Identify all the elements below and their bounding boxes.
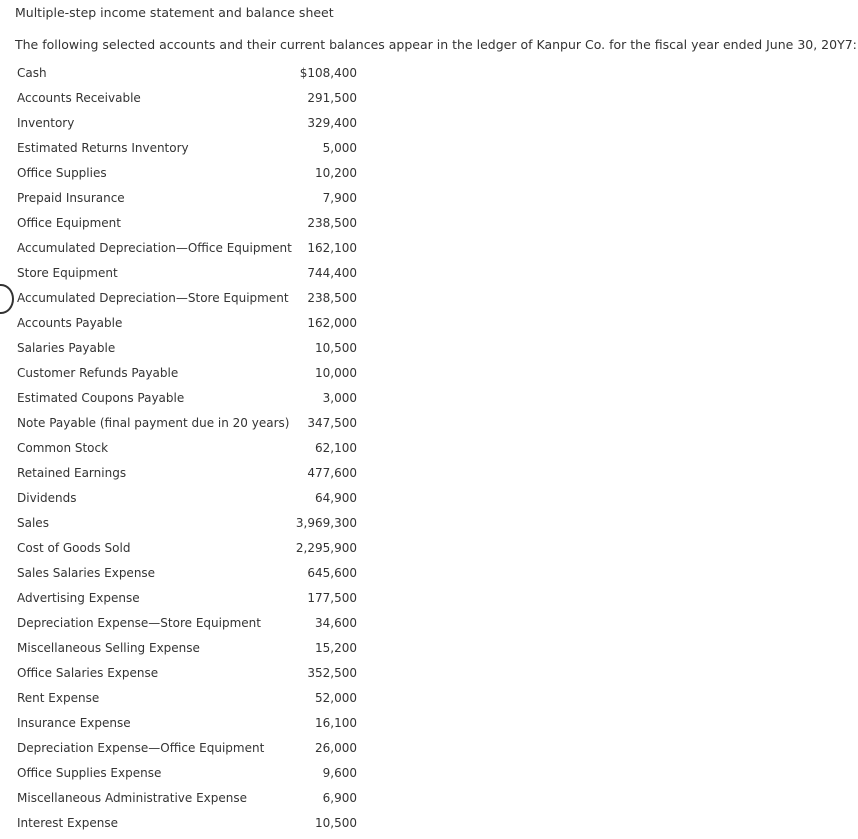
- ledger-row: [17, 714, 357, 739]
- ledger-row: [17, 89, 357, 114]
- account-amount: 10,500: [315, 816, 357, 830]
- account-name: Accounts Payable: [17, 316, 123, 330]
- ledger-row: [17, 639, 357, 664]
- account-amount: 10,500: [315, 341, 357, 355]
- ledger-row: [17, 139, 357, 164]
- ledger-row: [17, 564, 357, 589]
- ledger-row: [17, 114, 357, 139]
- account-amount: 15,200: [315, 641, 357, 655]
- account-amount: 26,000: [315, 741, 357, 755]
- ledger-row: [17, 339, 357, 364]
- account-name: Office Salaries Expense: [17, 666, 159, 680]
- account-name: Accounts Receivable: [17, 91, 141, 105]
- ledger-row: [17, 439, 357, 464]
- account-name: Retained Earnings: [17, 466, 127, 480]
- ledger-row: [17, 489, 357, 514]
- account-name: Estimated Coupons Payable: [17, 391, 185, 405]
- account-amount: 7,900: [322, 191, 357, 205]
- edge-arc-decoration: [0, 284, 14, 314]
- account-amount: 238,500: [307, 291, 357, 305]
- account-name: Salaries Payable: [17, 341, 116, 355]
- account-name: Store Equipment: [17, 266, 118, 280]
- ledger-row: [17, 64, 357, 89]
- account-amount: 352,500: [307, 666, 357, 680]
- ledger-row: [17, 189, 357, 214]
- account-amount: 62,100: [315, 441, 357, 455]
- account-name: Note Payable (final payment due in 20 years): [17, 416, 290, 430]
- account-amount: 10,200: [315, 166, 357, 180]
- account-amount: 9,600: [322, 766, 357, 780]
- account-name: Insurance Expense: [17, 716, 131, 730]
- account-name: Accumulated Depreciation—Store Equipment: [17, 291, 289, 305]
- account-amount: 477,600: [307, 466, 357, 480]
- account-name: Prepaid Insurance: [17, 191, 125, 205]
- ledger-row: [17, 514, 357, 539]
- ledger-row: [17, 614, 357, 639]
- account-amount: 645,600: [307, 566, 357, 580]
- account-amount: 10,000: [315, 366, 357, 380]
- ledger-row: [17, 214, 357, 239]
- ledger-row: [17, 689, 357, 714]
- account-name: Miscellaneous Selling Expense: [17, 641, 200, 655]
- account-name: Common Stock: [17, 441, 109, 455]
- account-name: Office Equipment: [17, 216, 121, 230]
- account-name: Office Supplies Expense: [17, 766, 162, 780]
- account-name: Depreciation Expense—Office Equipment: [17, 741, 265, 755]
- account-amount: 3,969,300: [295, 516, 357, 530]
- ledger-table: [17, 64, 357, 839]
- account-amount: 238,500: [307, 216, 357, 230]
- account-name: Cash: [17, 66, 47, 80]
- account-name: Sales Salaries Expense: [17, 566, 156, 580]
- ledger-row: [17, 764, 357, 789]
- ledger-row: [17, 414, 357, 439]
- account-name: Inventory: [17, 116, 75, 130]
- account-amount: 162,000: [307, 316, 357, 330]
- account-name: Rent Expense: [17, 691, 100, 705]
- account-amount: 744,400: [307, 266, 357, 280]
- account-name: Customer Refunds Payable: [17, 366, 179, 380]
- account-name: Office Supplies: [17, 166, 107, 180]
- ledger-row: [17, 739, 357, 764]
- ledger-row: [17, 664, 357, 689]
- ledger-row: [17, 589, 357, 614]
- ledger-row: [17, 164, 357, 189]
- account-name: Miscellaneous Administrative Expense: [17, 791, 248, 805]
- account-name: Cost of Goods Sold: [17, 541, 131, 555]
- ledger-row: [17, 264, 357, 289]
- account-name: Advertising Expense: [17, 591, 140, 605]
- account-amount: 177,500: [307, 591, 357, 605]
- account-amount: 64,900: [315, 491, 357, 505]
- ledger-row: [17, 539, 357, 564]
- account-amount: 34,600: [315, 616, 357, 630]
- account-amount: $108,400: [299, 66, 357, 80]
- ledger-row: [17, 289, 357, 314]
- account-amount: 3,000: [322, 391, 357, 405]
- account-amount: 52,000: [315, 691, 357, 705]
- ledger-row: [17, 314, 357, 339]
- account-name: Dividends: [17, 491, 77, 505]
- ledger-row: [17, 239, 357, 264]
- ledger-row: [17, 789, 357, 814]
- account-amount: 5,000: [322, 141, 357, 155]
- ledger-row: [17, 364, 357, 389]
- account-amount: 347,500: [307, 416, 357, 430]
- account-name: Estimated Returns Inventory: [17, 141, 189, 155]
- ledger-row: [17, 389, 357, 414]
- account-name: Sales: [17, 516, 49, 530]
- account-amount: 291,500: [307, 91, 357, 105]
- account-amount: 6,900: [322, 791, 357, 805]
- ledger-row: [17, 814, 357, 839]
- account-amount: 16,100: [315, 716, 357, 730]
- account-name: Accumulated Depreciation—Office Equipment: [17, 241, 292, 255]
- account-amount: 162,100: [307, 241, 357, 255]
- page-title: Multiple-step income statement and balance sheet: [15, 5, 334, 20]
- account-amount: 329,400: [307, 116, 357, 130]
- ledger-row: [17, 464, 357, 489]
- account-amount: 2,295,900: [295, 541, 357, 555]
- account-name: Depreciation Expense—Store Equipment: [17, 616, 261, 630]
- intro-text: The following selected accounts and their current balances appear in the ledger of Kanpur Co. for the fiscal year ended June 30, 20Y7:: [15, 37, 857, 52]
- account-name: Interest Expense: [17, 816, 118, 830]
